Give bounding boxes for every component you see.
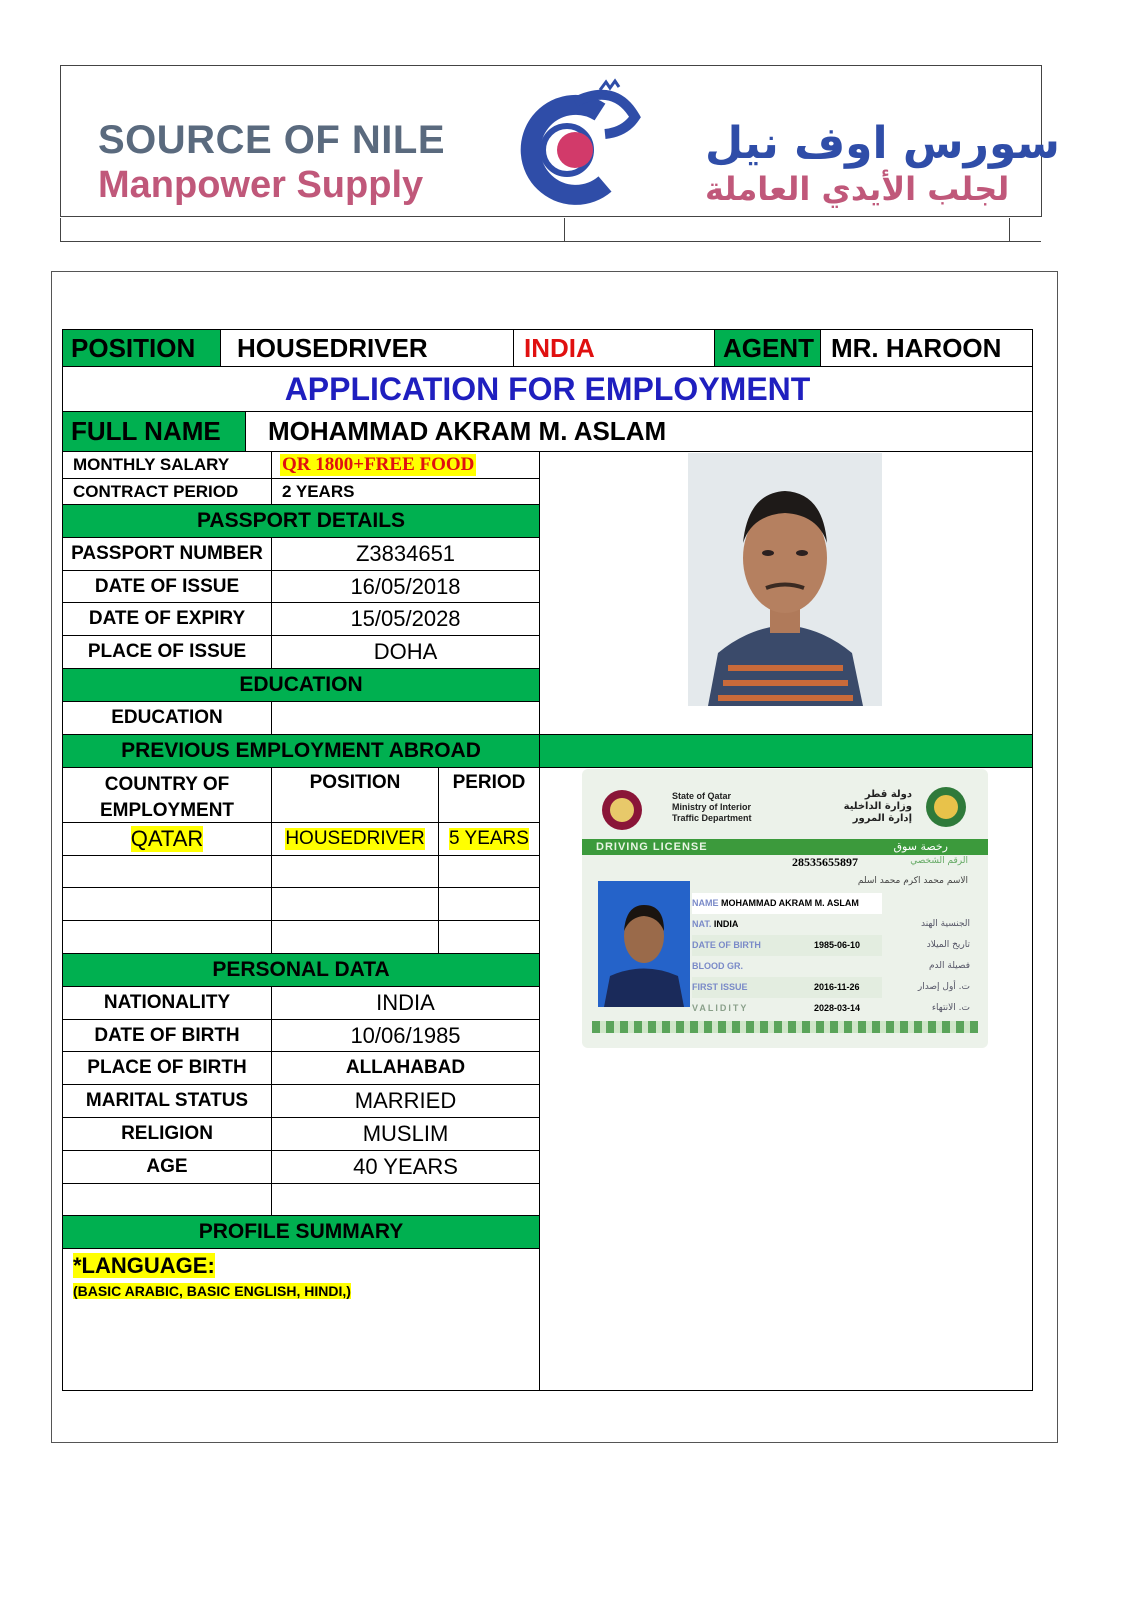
expiry-date-value: 15/05/2028 xyxy=(271,602,540,636)
license-first-arabic: ت. أول إصدار xyxy=(917,982,970,992)
agent-value: MR. HAROON xyxy=(820,329,1033,367)
contract-label: CONTRACT PERIOD xyxy=(62,478,272,505)
col-country-header: COUNTRY OF EMPLOYMENT xyxy=(62,767,272,823)
empty-cell xyxy=(438,920,540,954)
company-name: SOURCE OF NILE xyxy=(98,118,446,162)
company-tagline: Manpower Supply xyxy=(98,164,424,206)
issue-date-label: DATE OF ISSUE xyxy=(62,570,272,603)
issue-date-value: 16/05/2018 xyxy=(271,570,540,603)
license-first-issue-row: FIRST ISSUE 2016-11-26 xyxy=(692,977,882,998)
salary-value: QR 1800+FREE FOOD xyxy=(271,451,540,479)
empty-cell xyxy=(62,855,272,888)
applicant-photo xyxy=(688,453,882,706)
passport-number-label: PASSPORT NUMBER xyxy=(62,537,272,571)
empty-cell xyxy=(62,1183,272,1216)
dob-label: DATE OF BIRTH xyxy=(62,1019,272,1052)
place-of-birth-value: ALLAHABAD xyxy=(271,1051,540,1085)
employment-position: HOUSEDRIVER xyxy=(271,822,439,856)
dob-value: 10/06/1985 xyxy=(271,1019,540,1052)
license-pattern xyxy=(592,1021,978,1033)
salary-label: MONTHLY SALARY xyxy=(62,451,272,479)
religion-label: RELIGION xyxy=(62,1117,272,1151)
form-title: APPLICATION FOR EMPLOYMENT xyxy=(62,366,1033,412)
section-bar xyxy=(539,734,1033,768)
company-name-arabic: سورس اوف نيل xyxy=(705,118,1060,169)
full-name-label: FULL NAME xyxy=(62,411,246,452)
license-ministry: Ministry of Interior xyxy=(672,802,752,812)
expiry-date-label: DATE OF EXPIRY xyxy=(62,602,272,636)
driving-license-image xyxy=(582,769,988,1048)
company-tagline-arabic: لجلب الأيدي العاملة xyxy=(705,170,1010,208)
empty-cell xyxy=(62,920,272,954)
passport-section-header: PASSPORT DETAILS xyxy=(62,504,540,538)
empty-cell xyxy=(438,887,540,921)
col-period-header: PERIOD xyxy=(438,767,540,823)
license-nat-arabic: الجنسية الهند xyxy=(920,919,970,929)
language-label: *LANGUAGE: xyxy=(73,1253,215,1278)
person-silhouette-icon xyxy=(688,453,882,706)
license-dob-arabic: تاريخ الميلاد xyxy=(926,940,970,950)
license-state: State of Qatar xyxy=(672,791,732,801)
col-position-header: POSITION xyxy=(271,767,439,823)
personal-section-header: PERSONAL DATA xyxy=(62,953,540,987)
license-dept-arabic: إدارة المرور xyxy=(852,813,912,824)
license-ministry-arabic: وزارة الداخلية xyxy=(843,801,912,812)
employment-period: 5 YEARS xyxy=(438,822,540,856)
empty-cell xyxy=(271,887,439,921)
employment-country: QATAR xyxy=(62,822,272,856)
country-value: INDIA xyxy=(513,329,715,367)
place-of-issue-label: PLACE OF ISSUE xyxy=(62,635,272,669)
education-label: EDUCATION xyxy=(62,701,272,735)
position-value: HOUSEDRIVER xyxy=(220,329,514,367)
age-label: AGE xyxy=(62,1150,272,1184)
language-list: (BASIC ARABIC, BASIC ENGLISH, HINDI,) xyxy=(73,1283,351,1299)
nationality-label: NATIONALITY xyxy=(62,986,272,1020)
license-blood-arabic: فصيلة الدم xyxy=(928,961,970,971)
qatar-emblem-icon xyxy=(600,785,644,835)
license-name-arabic: الاسم محمد اكرم محمد اسلم xyxy=(857,876,968,886)
license-number: 28535655897 xyxy=(792,855,858,869)
license-number-label-arabic: الرقم الشخصي xyxy=(910,856,968,866)
position-label: POSITION xyxy=(62,329,221,367)
age-value: 40 YEARS xyxy=(271,1150,540,1184)
empty-cell xyxy=(271,920,439,954)
license-dept: Traffic Department xyxy=(672,813,752,823)
profile-summary xyxy=(62,1248,540,1391)
company-logo-icon xyxy=(505,72,645,212)
license-name-row: NAME MOHAMMAD AKRAM M. ASLAM xyxy=(692,893,882,914)
person-silhouette-icon xyxy=(598,881,690,1007)
place-of-issue-value: DOHA xyxy=(271,635,540,669)
license-nat-row: NAT. INDIA xyxy=(692,919,739,929)
marital-status-label: MARITAL STATUS xyxy=(62,1084,272,1118)
contract-value: 2 YEARS xyxy=(271,478,540,505)
divider xyxy=(564,218,565,242)
nationality-value: INDIA xyxy=(271,986,540,1020)
license-photo xyxy=(598,881,690,1007)
employment-section-header: PREVIOUS EMPLOYMENT ABROAD xyxy=(62,734,540,768)
license-band: DRIVING LICENSE رخصة سوق xyxy=(582,839,988,855)
gcc-emblem-icon xyxy=(924,785,968,829)
agent-label: AGENT xyxy=(714,329,821,367)
license-blood-row: BLOOD GR. xyxy=(692,961,743,971)
license-state-arabic: دولة قطر xyxy=(864,789,912,800)
license-validity-row: VALIDITY 2028-03-14 xyxy=(692,1003,861,1013)
logo-sub-row xyxy=(60,218,1041,242)
empty-cell xyxy=(271,1183,540,1216)
empty-cell xyxy=(438,855,540,888)
divider xyxy=(1009,218,1010,242)
profile-section-header: PROFILE SUMMARY xyxy=(62,1215,540,1249)
passport-number-value: Z3834651 xyxy=(271,537,540,571)
empty-cell xyxy=(62,887,272,921)
license-dob-row: DATE OF BIRTH 1985-06-10 xyxy=(692,935,882,956)
empty-cell xyxy=(271,855,439,888)
education-value xyxy=(271,701,540,735)
license-validity-arabic: ت. الانتهاء xyxy=(931,1003,970,1013)
full-name-value: MOHAMMAD AKRAM M. ASLAM xyxy=(245,411,1033,452)
marital-status-value: MARRIED xyxy=(271,1084,540,1118)
place-of-birth-label: PLACE OF BIRTH xyxy=(62,1051,272,1085)
education-section-header: EDUCATION xyxy=(62,668,540,702)
religion-value: MUSLIM xyxy=(271,1117,540,1151)
